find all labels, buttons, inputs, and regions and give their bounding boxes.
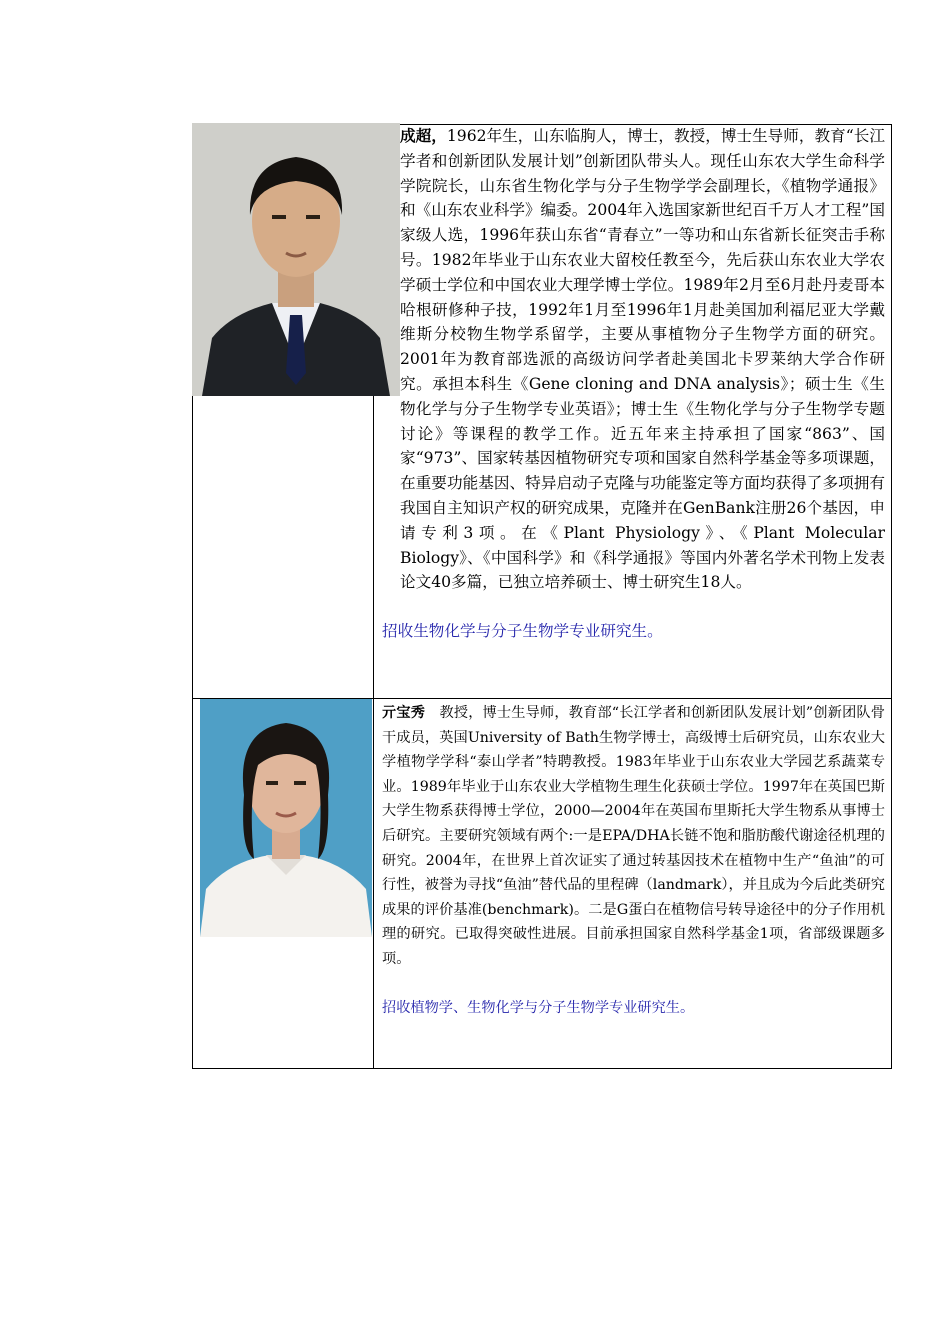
person-name: 亓宝秀 [382,705,426,721]
portrait-photo-2 [200,699,372,937]
profile-text-1 [382,124,885,644]
profile-text-2 [382,701,885,1020]
bio-paragraph [382,124,885,595]
portrait-photo-1 [192,123,400,396]
recruit-note: 招收生物化学与分子生物学专业研究生。 [382,622,663,641]
bio-paragraph [382,701,885,972]
portrait-man-image [192,123,400,396]
person-bio: 1962年生，山东临朐人，博士，教授，博士生导师，教育“长江学者和创新团队发展计划”创新团队带头人。现任山东农大学生命科学学院院长，山东省生物化学与分子生物学学会副理长，《植物学通报》和《山东农业科学》编委。2004年入选国家新世纪百千万人才工程”国家级人选，1996年获山东省“青春立”一等功和山东省新长征突击手称号。1982年毕业于山东农业大留校任教至今，先后获山东农业大学农学硕士学位和中国农业大理学博士学位。1989年2月至6月赴丹麦哥本哈根研修种子技，1992年1月至1996年1月赴美国加利福尼亚大学戴维斯分校物生物学系留学，主要从事植物分子生物学方面的研究。2001年为教育部选派的高级访问学者赴美国北卡罗莱纳大学合作研究。承担本科生《Gene cloning and DNA analysis》；硕士生《生物化学与分子生物学专业英语》；博士生《生物化学与分子生物学专题讨论》等课程的教学工作。近五年来主持承担了国家“863”、国家“973”、国家转基因植物研究专项和国家自然科学基金等多项课题，在重要功能基因、特异启动子克隆与功能鉴定等方面均获得了多项拥有我国自主知识产权的研究成果，克隆并在GenBank注册26个基因，申请专利3项。在《Plant Physiology》、《Plant Molecular Biology》、《中国科学》和《科学通报》等国内外著名学术刊物上发表论文40多篇，已独立培养硕士、博士研究生18人。 [400,127,885,592]
recruit-note: 招收植物学、生物化学与分子生物学专业研究生。 [382,999,695,1016]
portrait-woman-image [200,699,372,937]
person-name: 成超， [400,126,447,145]
person-bio: 教授，博士生导师，教育部“长江学者和创新团队发展计划”创新团队骨干成员，英国University of Bath生物学博士，高级博士后研究员，山东农业大学植物学学科“泰山学者”特聘教授。1983年毕业于山东农业大学园艺系蔬菜专业。1989年毕业于山东农业大学植物生理生化获硕士学位。1997年在英国巴斯大学生物系获得博士学位，2000—2004年在英国布里斯托大学生物系从事博士后研究。主要研究领域有两个:一是EPA/DHA长链不饱和脂肪酸代谢途径机理的研究。2004年，在世界上首次证实了通过转基因技术在植物中生产“鱼油”的可行性，被誉为寻找“鱼油”替代品的里程碑（landmark），并且成为今后此类研究成果的评价基准(benchmark)。二是G蛋白在植物信号转导途径中的分子作用机理的研究。已取得突破性进展。目前承担国家自然科学基金1项，省部级课题多项。 [382,705,885,967]
